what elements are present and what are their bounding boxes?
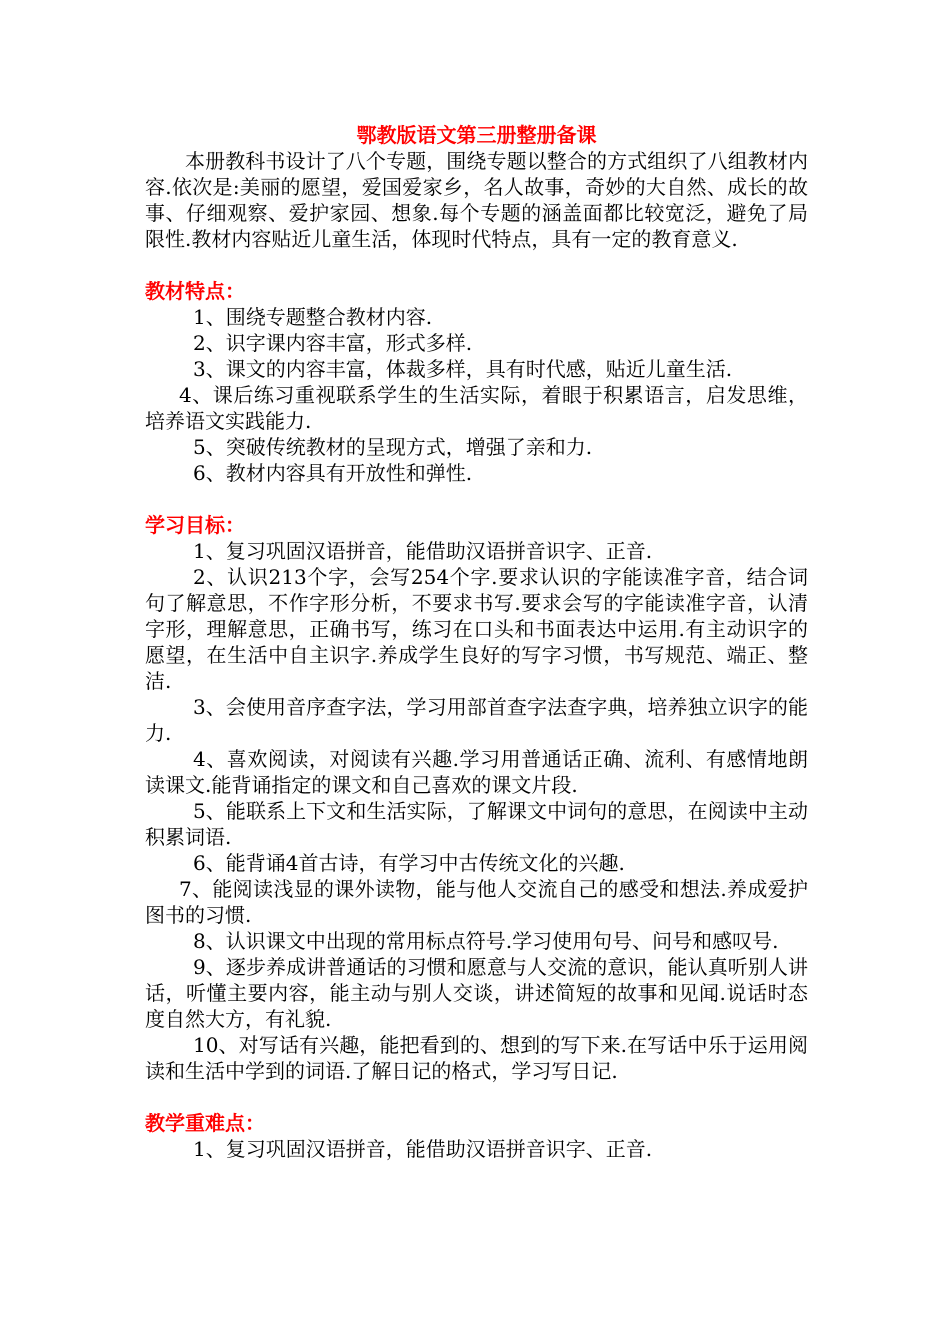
list-item: 9、逐步养成讲普通话的习惯和愿意与人交流的意识，能认真听别人讲话，听懂主要内容，能主动与别人交谈，讲述简短的故事和见闻.说话时态度自然大方，有礼貌. <box>145 955 808 1031</box>
list-item: 5、能联系上下文和生活实际，了解课文中词句的意思，在阅读中主动积累词语. <box>145 799 808 849</box>
list-item: 7、能阅读浅显的课外读物，能与他人交流自己的感受和想法.养成爱护图书的习惯. <box>145 877 808 927</box>
list-item: 1、复习巩固汉语拼音，能借助汉语拼音识字、正音. <box>193 1137 653 1161</box>
list-item: 2、识字课内容丰富，形式多样. <box>193 331 473 355</box>
section-heading: 教学重难点： <box>145 1111 265 1135</box>
intro-paragraph: 本册教科书设计了八个专题，围绕专题以整合的方式组织了八组教材内容.依次是:美丽的愿望，爱国爱家乡，名人故事，奇妙的大自然、成长的故事、仔细观察、爱护家园、想象.每个专题的涵盖面都比较宽泛，避免了局限性.教材内容贴近儿童生活，体现时代特点，具有一定的教育意义. <box>145 149 808 251</box>
document-title: 鄂教版语文第三册整册备课 <box>356 123 597 147</box>
list-item: 4、喜欢阅读，对阅读有兴趣.学习用普通话正确、流利、有感情地朗读课文.能背诵指定的课文和自己喜欢的课文片段. <box>145 747 808 797</box>
list-item: 10、对写话有兴趣，能把看到的、想到的写下来.在写话中乐于运用阅读和生活中学到的词语.了解日记的格式，学习写日记. <box>145 1033 808 1083</box>
section-learning-goals <box>145 512 808 1084</box>
list-item: 1、围绕专题整合教材内容. <box>193 305 433 329</box>
list-item: 6、教材内容具有开放性和弹性. <box>193 461 473 485</box>
list-item: 5、突破传统教材的呈现方式，增强了亲和力. <box>193 435 593 459</box>
list-item: 3、会使用音序查字法，学习用部首查字法查字典，培养独立识字的能力. <box>145 695 808 745</box>
section-heading: 教材特点： <box>145 279 245 303</box>
section-heading: 学习目标： <box>145 513 245 537</box>
list-item: 8、认识课文中出现的常用标点符号.学习使用句号、问号和感叹号. <box>193 929 779 953</box>
list-item: 4、课后练习重视联系学生的生活实际，着眼于积累语言，启发思维，培养语文实践能力. <box>145 383 808 433</box>
list-item: 1、复习巩固汉语拼音，能借助汉语拼音识字、正音. <box>193 539 653 563</box>
list-item: 6、能背诵4首古诗，有学习中古传统文化的兴趣. <box>193 851 625 875</box>
document-body <box>145 122 808 1162</box>
section-textbook-features <box>145 278 808 486</box>
list-item: 2、认识213个字，会写254个字.要求认识的字能读准字音，结合词句了解意思，不作字形分析，不要求书写.要求会写的字能读准字音，认清字形，理解意思，正确书写，练习在口头和书面表达中运用.有主动识字的愿望，在生活中自主识字.养成学生良好的写字习惯，书写规范、端正、整洁. <box>145 565 808 693</box>
section-key-difficulties <box>145 1110 808 1162</box>
list-item: 3、课文的内容丰富，体裁多样，具有时代感，贴近儿童生活. <box>193 357 733 381</box>
